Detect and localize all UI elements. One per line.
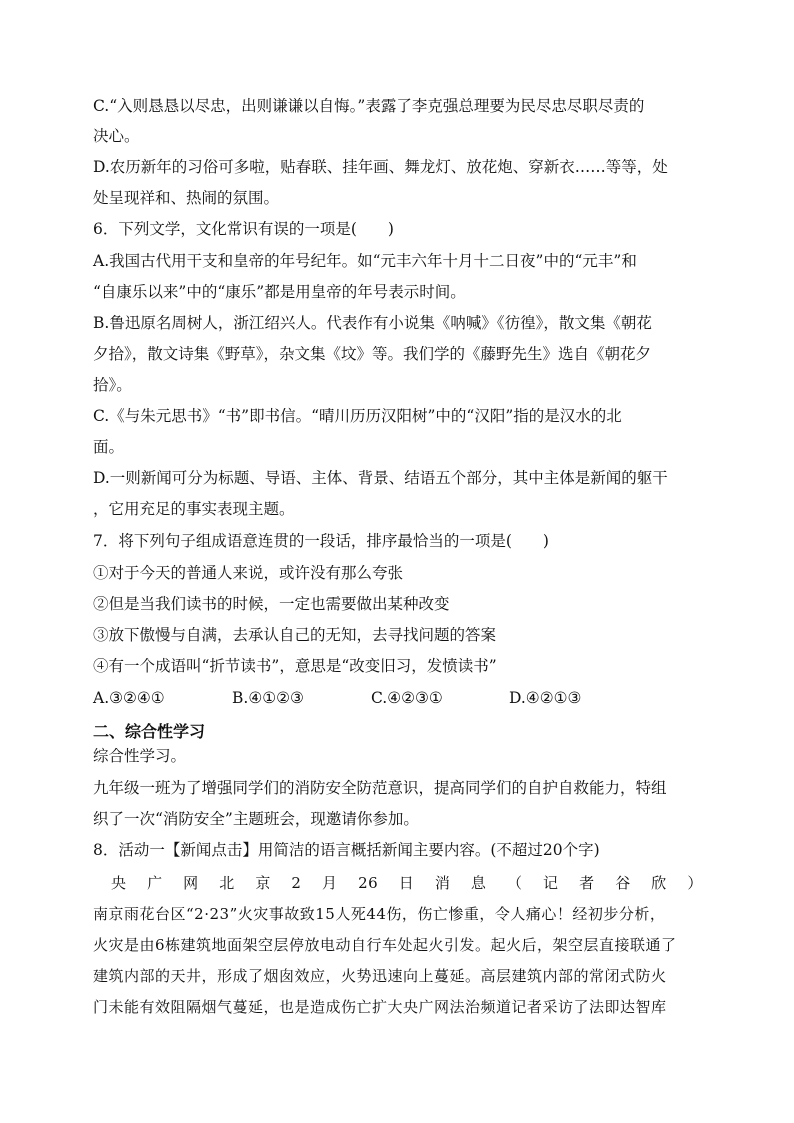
news-head-char: 央 (111, 874, 127, 892)
news-head-char: （ (506, 874, 523, 892)
news-head-char: ） (687, 874, 703, 892)
news-head-char: 谷 (615, 874, 631, 892)
news-line-2: 南京雨花台区“2·23”火灾事故致15人死44伤，伤亡惨重，令人痛心！经初步分析， (93, 905, 666, 923)
section-2-para-line1: 九年级一班为了增强同学们的消防安全防范意识，提高同学们的自护自救能力，特组 (93, 779, 667, 797)
news-head-char: 者 (579, 874, 595, 892)
q7-stem: 7．将下列句子组成语意连贯的一段话，排序最恰当的一项是( ) (93, 532, 549, 550)
q7-option-b: B.④①②③ (232, 689, 304, 707)
news-head-char: 网 (183, 874, 199, 892)
news-head-char: 息 (470, 874, 487, 892)
q6-option-d-line1: D.一则新闻可分为标题、导语、主体、背景、结语五个部分，其中主体是新闻的躯干 (93, 469, 668, 487)
q6-option-b-line2: 夕拾》，散文诗集《野草》，杂文集《坟》等。我们学的《藤野先生》选自《朝花夕 (93, 345, 652, 363)
news-head-char: 月 (322, 874, 338, 892)
news-head-char: 记 (543, 874, 559, 892)
news-header-line (111, 873, 703, 893)
news-head-char: 北 (219, 874, 235, 892)
news-head-char: 26 (358, 874, 379, 892)
q6-option-c-line1: C.《与朱元思书》“书”即书信。“晴川历历汉阳树”中的“汉阳”指的是汉水的北 (93, 407, 622, 425)
q6-stem: 6．下列文学，文化常识有误的一项是( ) (93, 220, 394, 238)
q5-option-c-line2: 决心。 (93, 127, 140, 145)
section-2-para-line2: 织了一次“消防安全”主题班会，现邀请你参加。 (93, 810, 419, 828)
news-head-char: 欣 (651, 874, 667, 892)
news-head-char: 广 (147, 874, 163, 892)
section-2-heading: 二、综合性学习 (93, 722, 206, 741)
news-head-char: 2 (291, 874, 302, 892)
q6-option-c-line2: 面。 (93, 438, 125, 456)
news-head-char: 日 (398, 874, 415, 892)
q7-sentence-2: ②但是当我们读书的时候，一定也需要做出某种改变 (93, 595, 450, 613)
q7-sentence-1: ①对于今天的普通人来说，或许没有那么夸张 (93, 564, 404, 582)
q5-option-d-line2: 处呈现祥和、热闹的氛围。 (93, 189, 280, 207)
q6-option-a-line1: A.我国古代用干支和皇帝的年号纪年。如“元丰六年十月十二日夜”中的“元丰”和 (93, 252, 637, 270)
q5-option-c-line1: C.“入则恳恳以尽忠，出则谦谦以自悔。”表露了李克强总理要为民尽忠尽职尽责的 (93, 97, 645, 115)
q7-sentence-3: ③放下傲慢与自满，去承认自己的无知，去寻找问题的答案 (93, 626, 497, 644)
q7-option-a: A.③②④① (93, 689, 165, 707)
q7-option-c: C.④②③① (371, 689, 443, 707)
q8-stem: 8．活动一【新闻点击】用简洁的语言概括新闻主要内容。(不超过20个字) (93, 841, 600, 859)
q5-option-d-line1: D.农历新年的习俗可多啦，贴春联、挂年画、舞龙灯、放花炮、穿新衣……等等，处 (93, 158, 668, 176)
news-head-char: 消 (434, 874, 451, 892)
news-line-3: 火灾是由6栋建筑地面架空层停放电动自行车处起火引发。起火后，架空层直接联通了 (93, 936, 677, 954)
q6-option-b-line3: 拾》。 (93, 376, 132, 394)
news-line-4: 建筑内部的天井，形成了烟囱效应，火势迅速向上蔓延。高层建筑内部的常闭式防火 (93, 967, 667, 985)
news-line-5: 门未能有效阻隔烟气蔓延，也是造成伤亡扩大央广网法治频道记者采访了法即达智库 (93, 998, 667, 1016)
news-head-char: 京 (255, 874, 271, 892)
q6-option-b-line1: B.鲁迅原名周树人，浙江绍兴人。代表作有小说集《呐喊》《彷徨》，散文集《朝花 (93, 314, 652, 332)
q7-option-d: D.④②①③ (509, 689, 582, 707)
q7-sentence-4: ④有一个成语叫“折节读书”，意思是“改变旧习，发愤读书” (93, 657, 497, 675)
section-2-intro: 综合性学习。 (93, 747, 187, 765)
q6-option-d-line2: ，它用充足的事实表现主题。 (93, 500, 295, 518)
q6-option-a-line2: “自康乐以来”中的“康乐”都是用皇帝的年号表示时间。 (93, 283, 466, 301)
